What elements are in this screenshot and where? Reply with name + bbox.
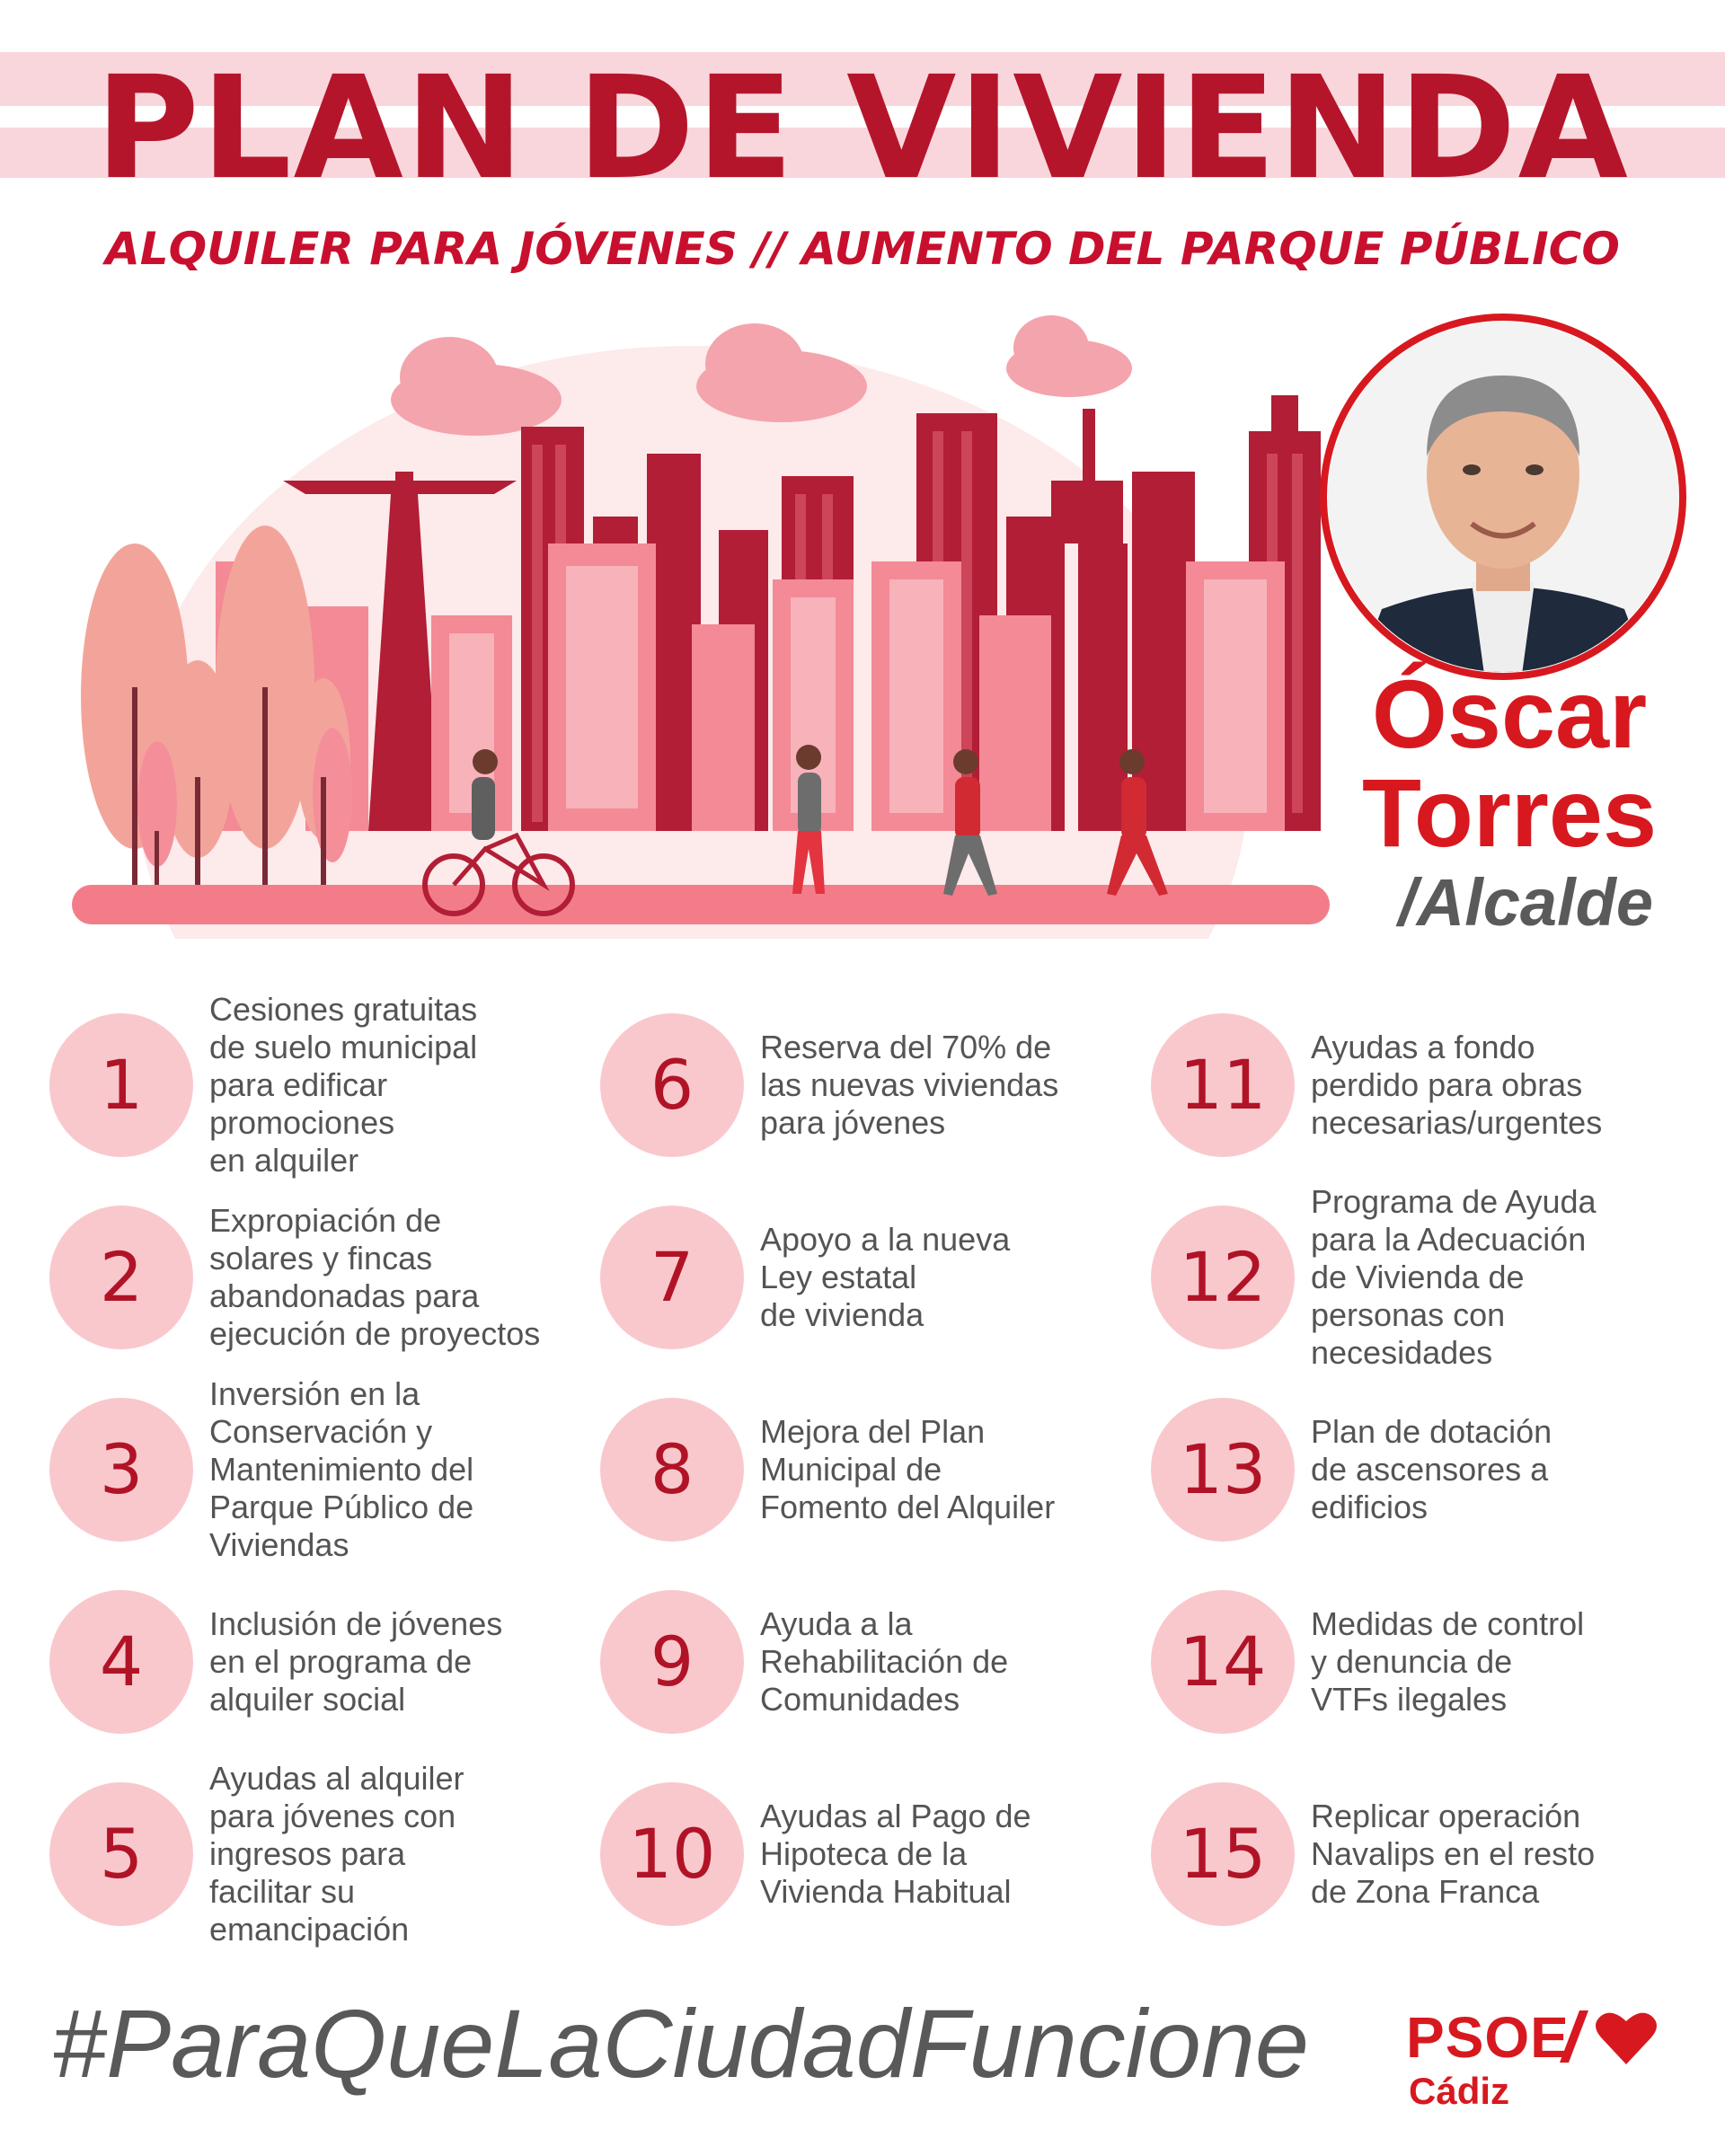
measure-text: Ayuda a la Rehabilitación de Comunidades: [760, 1605, 1009, 1718]
measure-item: [600, 1764, 1139, 1944]
measure-text: Inversión en la Conservación y Mantenimiento del Parque Público de Viviendas: [209, 1375, 474, 1563]
measure-text: Reserva del 70% de las nuevas viviendas para jóvenes: [760, 1029, 1059, 1141]
measure-item: [49, 1572, 588, 1752]
psoe-logo-city: Cádiz: [1409, 2070, 1510, 2112]
measure-number-badge: 2: [49, 1206, 193, 1349]
measure-item: [600, 995, 1139, 1175]
candidate-last-name: Torres: [1361, 758, 1658, 867]
measure-item: [600, 1572, 1139, 1752]
psoe-logo-text: PSOE: [1406, 2005, 1570, 2070]
measure-item: [1151, 1183, 1690, 1371]
candidate-role: /Alcalde: [1398, 865, 1653, 940]
measure-text: Replicar operación Navalips en el resto de Zona Franca: [1311, 1798, 1596, 1910]
measure-text: Inclusión de jóvenes en el programa de alquiler social: [209, 1605, 503, 1718]
measure-item: [1151, 1764, 1690, 1944]
measure-text: Ayudas al alquiler para jóvenes con ingresos para facilitar su emancipación: [209, 1760, 464, 1948]
measure-number-badge: 10: [600, 1782, 744, 1926]
measure-item: [1151, 1380, 1690, 1560]
measure-number-badge: 3: [49, 1398, 193, 1542]
portrait-photo: [1319, 313, 1687, 681]
measure-text: Mejora del Plan Municipal de Fomento del Alquiler: [760, 1413, 1056, 1525]
measure-number-badge: 6: [600, 1013, 744, 1157]
measure-item: [600, 1380, 1139, 1560]
measure-item: [600, 1188, 1139, 1367]
measure-item: [49, 991, 588, 1179]
measure-number-badge: 5: [49, 1782, 193, 1926]
measure-text: Apoyo a la nueva Ley estatal de vivienda: [760, 1221, 1011, 1333]
city-skyline-illustration: [63, 310, 1339, 939]
campaign-hashtag: #ParaQueLaCiudadFuncione: [52, 1989, 1309, 2098]
measure-number-badge: 12: [1151, 1206, 1295, 1349]
page-subtitle: ALQUILER PARA JÓVENES // AUMENTO DEL PARQUE PÚBLICO: [105, 223, 1620, 275]
measure-text: Ayudas al Pago de Hipoteca de la Vivienda Habitual: [760, 1798, 1031, 1910]
measure-number-badge: 13: [1151, 1398, 1295, 1542]
measure-item: [1151, 995, 1690, 1175]
measure-number-badge: 4: [49, 1590, 193, 1734]
measure-number-badge: 9: [600, 1590, 744, 1734]
measure-number-badge: 14: [1151, 1590, 1295, 1734]
measure-text: Plan de dotación de ascensores a edificios: [1311, 1413, 1552, 1525]
measure-item: [49, 1375, 588, 1563]
measure-text: Cesiones gratuitas de suelo municipal para edificar promociones en alquiler: [209, 991, 478, 1179]
candidate-first-name: Óscar: [1371, 659, 1648, 768]
measure-item: [49, 1760, 588, 1948]
measure-text: Programa de Ayuda para la Adecuación de Vivienda de personas con necesidades: [1311, 1183, 1597, 1371]
measure-item: [1151, 1572, 1690, 1752]
measure-number-badge: 11: [1151, 1013, 1295, 1157]
measure-number-badge: 7: [600, 1206, 744, 1349]
measure-number-badge: 8: [600, 1398, 744, 1542]
measure-text: Ayudas a fondo perdido para obras necesarias/urgentes: [1311, 1029, 1603, 1141]
measure-number-badge: 1: [49, 1013, 193, 1157]
measure-text: Medidas de control y denuncia de VTFs ilegales: [1311, 1605, 1585, 1718]
page-title: PLAN DE VIVIENDA: [95, 46, 1630, 211]
measure-number-badge: 15: [1151, 1782, 1295, 1926]
measure-item: [49, 1188, 588, 1367]
measure-text: Expropiación de solares y fincas abandonadas para ejecución de proyectos: [209, 1202, 541, 1352]
psoe-fist-heart-icon: [1552, 2005, 1660, 2070]
